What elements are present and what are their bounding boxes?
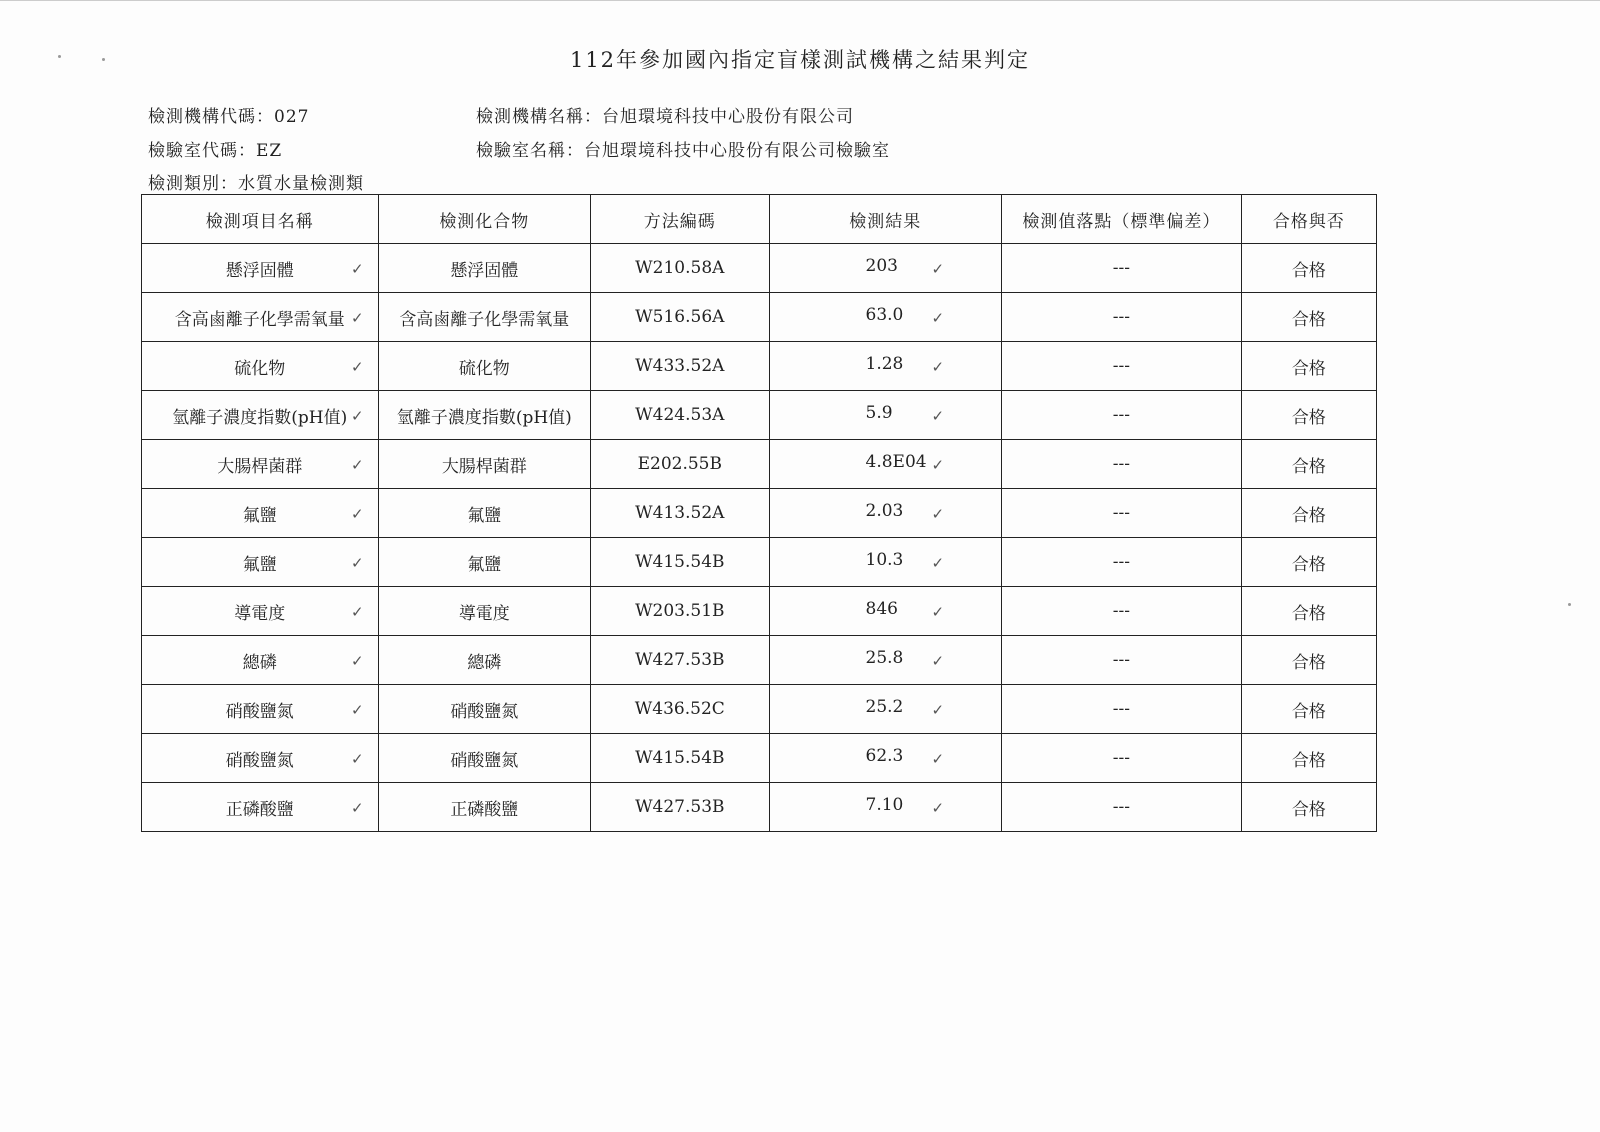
item-name: 氫離子濃度指數(pH值)	[172, 407, 348, 428]
pass-cell: 合格	[1241, 685, 1376, 734]
result-value: 7.10	[865, 795, 904, 815]
deviation-cell: ---	[1002, 489, 1242, 538]
document-title: 112年參加國內指定盲樣測試機構之結果判定	[569, 48, 1031, 72]
check-mark-icon: ✓	[931, 358, 945, 376]
org-code: 檢測機構代碼：027	[148, 107, 310, 127]
check-mark-icon: ✓	[931, 750, 945, 768]
item-name: 硝酸鹽氮	[225, 701, 294, 722]
result-cell	[769, 538, 1002, 587]
pass-cell: 合格	[1241, 538, 1376, 587]
check-mark-icon: ✓	[931, 407, 945, 425]
scan-speck	[102, 58, 105, 61]
result-cell	[769, 685, 1002, 734]
result-value: 25.8	[865, 648, 904, 668]
test-category: 檢測類別：水質水量檢測類	[148, 174, 364, 194]
pass-cell: 合格	[1241, 734, 1376, 783]
header-pass: 合格與否	[1241, 195, 1376, 244]
header-item-name: 檢測項目名稱	[142, 195, 379, 244]
compound-cell: 導電度	[378, 587, 591, 636]
header-method-code: 方法編碼	[591, 195, 769, 244]
item-name-cell	[142, 636, 379, 685]
result-value: 25.2	[865, 697, 904, 717]
compound-cell: 懸浮固體	[378, 244, 591, 293]
pass-cell: 合格	[1241, 489, 1376, 538]
compound-cell: 硝酸鹽氮	[378, 734, 591, 783]
scan-speck	[58, 55, 61, 58]
check-mark-icon: ✓	[931, 652, 945, 670]
compound-cell: 氫離子濃度指數(pH值)	[378, 391, 591, 440]
result-cell	[769, 440, 1002, 489]
check-mark-icon: ✓	[350, 309, 364, 327]
org-name: 檢測機構名稱：台旭環境科技中心股份有限公司	[476, 107, 854, 127]
item-name: 硝酸鹽氮	[225, 750, 294, 771]
lab-code: 檢驗室代碼：EZ	[148, 141, 283, 161]
check-mark-icon: ✓	[931, 309, 945, 327]
item-name-cell	[142, 783, 379, 832]
check-mark-icon: ✓	[350, 750, 364, 768]
pass-cell: 合格	[1241, 244, 1376, 293]
result-value: 10.3	[865, 550, 904, 570]
pass-cell: 合格	[1241, 587, 1376, 636]
result-value: 5.9	[865, 403, 893, 423]
deviation-cell: ---	[1002, 244, 1242, 293]
item-name: 懸浮固體	[225, 260, 294, 281]
method-code-cell: W436.52C	[591, 685, 769, 734]
deviation-cell: ---	[1002, 440, 1242, 489]
result-value: 1.28	[865, 354, 904, 374]
table-header-row	[142, 195, 1377, 244]
result-cell	[769, 587, 1002, 636]
item-name-cell	[142, 685, 379, 734]
result-cell	[769, 342, 1002, 391]
deviation-cell: ---	[1002, 734, 1242, 783]
check-mark-icon: ✓	[350, 456, 364, 474]
item-name: 氟鹽	[242, 554, 277, 575]
item-name: 大腸桿菌群	[217, 456, 303, 477]
item-name: 含高鹵離子化學需氧量	[174, 309, 345, 330]
item-name-cell	[142, 538, 379, 587]
item-name-cell	[142, 342, 379, 391]
header-compound: 檢測化合物	[378, 195, 591, 244]
deviation-cell: ---	[1002, 342, 1242, 391]
check-mark-icon: ✓	[350, 260, 364, 278]
item-name-cell	[142, 734, 379, 783]
deviation-cell: ---	[1002, 783, 1242, 832]
check-mark-icon: ✓	[350, 554, 364, 572]
check-mark-icon: ✓	[350, 701, 364, 719]
compound-cell: 硫化物	[378, 342, 591, 391]
lab-name: 檢驗室名稱：台旭環境科技中心股份有限公司檢驗室	[476, 141, 890, 161]
method-code-cell: W415.54B	[591, 538, 769, 587]
scan-speck	[1568, 603, 1571, 606]
check-mark-icon: ✓	[931, 554, 945, 572]
table-row	[142, 391, 1377, 440]
pass-cell: 合格	[1241, 342, 1376, 391]
result-cell	[769, 293, 1002, 342]
result-cell	[769, 783, 1002, 832]
method-code-cell: W203.51B	[591, 587, 769, 636]
method-code-cell: W427.53B	[591, 636, 769, 685]
compound-cell: 正磷酸鹽	[378, 783, 591, 832]
method-code-cell: W413.52A	[591, 489, 769, 538]
result-cell	[769, 636, 1002, 685]
compound-cell: 氟鹽	[378, 489, 591, 538]
check-mark-icon: ✓	[350, 603, 364, 621]
deviation-cell: ---	[1002, 293, 1242, 342]
compound-cell: 總磷	[378, 636, 591, 685]
item-name-cell	[142, 587, 379, 636]
compound-cell: 硝酸鹽氮	[378, 685, 591, 734]
check-mark-icon: ✓	[931, 603, 945, 621]
table-row	[142, 489, 1377, 538]
item-name-cell	[142, 489, 379, 538]
result-value: 4.8E04	[865, 452, 927, 472]
check-mark-icon: ✓	[931, 260, 945, 278]
table-row	[142, 587, 1377, 636]
table-row	[142, 244, 1377, 293]
table-row	[142, 636, 1377, 685]
check-mark-icon: ✓	[931, 799, 945, 817]
check-mark-icon: ✓	[350, 358, 364, 376]
method-code-cell: W210.58A	[591, 244, 769, 293]
check-mark-icon: ✓	[350, 799, 364, 817]
result-value: 62.3	[865, 746, 904, 766]
item-name: 硫化物	[234, 358, 286, 379]
method-code-cell: W516.56A	[591, 293, 769, 342]
item-name: 總磷	[242, 652, 277, 673]
deviation-cell: ---	[1002, 587, 1242, 636]
table-row	[142, 342, 1377, 391]
check-mark-icon: ✓	[931, 505, 945, 523]
check-mark-icon: ✓	[350, 652, 364, 670]
deviation-cell: ---	[1002, 538, 1242, 587]
pass-cell: 合格	[1241, 636, 1376, 685]
check-mark-icon: ✓	[350, 407, 364, 425]
page-edge-line	[0, 0, 1600, 1]
item-name-cell	[142, 440, 379, 489]
deviation-cell: ---	[1002, 636, 1242, 685]
result-cell	[769, 391, 1002, 440]
result-cell	[769, 489, 1002, 538]
pass-cell: 合格	[1241, 440, 1376, 489]
table-row	[142, 538, 1377, 587]
results-table	[141, 194, 1377, 832]
check-mark-icon: ✓	[350, 505, 364, 523]
pass-cell: 合格	[1241, 391, 1376, 440]
method-code-cell: W424.53A	[591, 391, 769, 440]
pass-cell: 合格	[1241, 293, 1376, 342]
compound-cell: 氟鹽	[378, 538, 591, 587]
deviation-cell: ---	[1002, 391, 1242, 440]
result-value: 203	[865, 256, 898, 276]
result-cell	[769, 244, 1002, 293]
item-name: 氟鹽	[242, 505, 277, 526]
header-deviation: 檢測值落點（標準偏差）	[1002, 195, 1242, 244]
item-name: 導電度	[234, 603, 286, 624]
result-value: 2.03	[865, 501, 904, 521]
result-cell	[769, 734, 1002, 783]
method-code-cell: W427.53B	[591, 783, 769, 832]
method-code-cell: E202.55B	[591, 440, 769, 489]
pass-cell: 合格	[1241, 783, 1376, 832]
item-name: 正磷酸鹽	[225, 799, 294, 820]
deviation-cell: ---	[1002, 685, 1242, 734]
table-row	[142, 685, 1377, 734]
table-row	[142, 734, 1377, 783]
check-mark-icon: ✓	[931, 701, 945, 719]
result-value: 846	[865, 599, 898, 619]
item-name-cell	[142, 293, 379, 342]
result-value: 63.0	[865, 305, 904, 325]
header-result: 檢測結果	[769, 195, 1002, 244]
table-row	[142, 440, 1377, 489]
item-name-cell	[142, 244, 379, 293]
compound-cell: 含高鹵離子化學需氧量	[378, 293, 591, 342]
method-code-cell: W433.52A	[591, 342, 769, 391]
method-code-cell: W415.54B	[591, 734, 769, 783]
table-row	[142, 293, 1377, 342]
compound-cell: 大腸桿菌群	[378, 440, 591, 489]
item-name-cell	[142, 391, 379, 440]
table-row	[142, 783, 1377, 832]
check-mark-icon: ✓	[931, 456, 945, 474]
